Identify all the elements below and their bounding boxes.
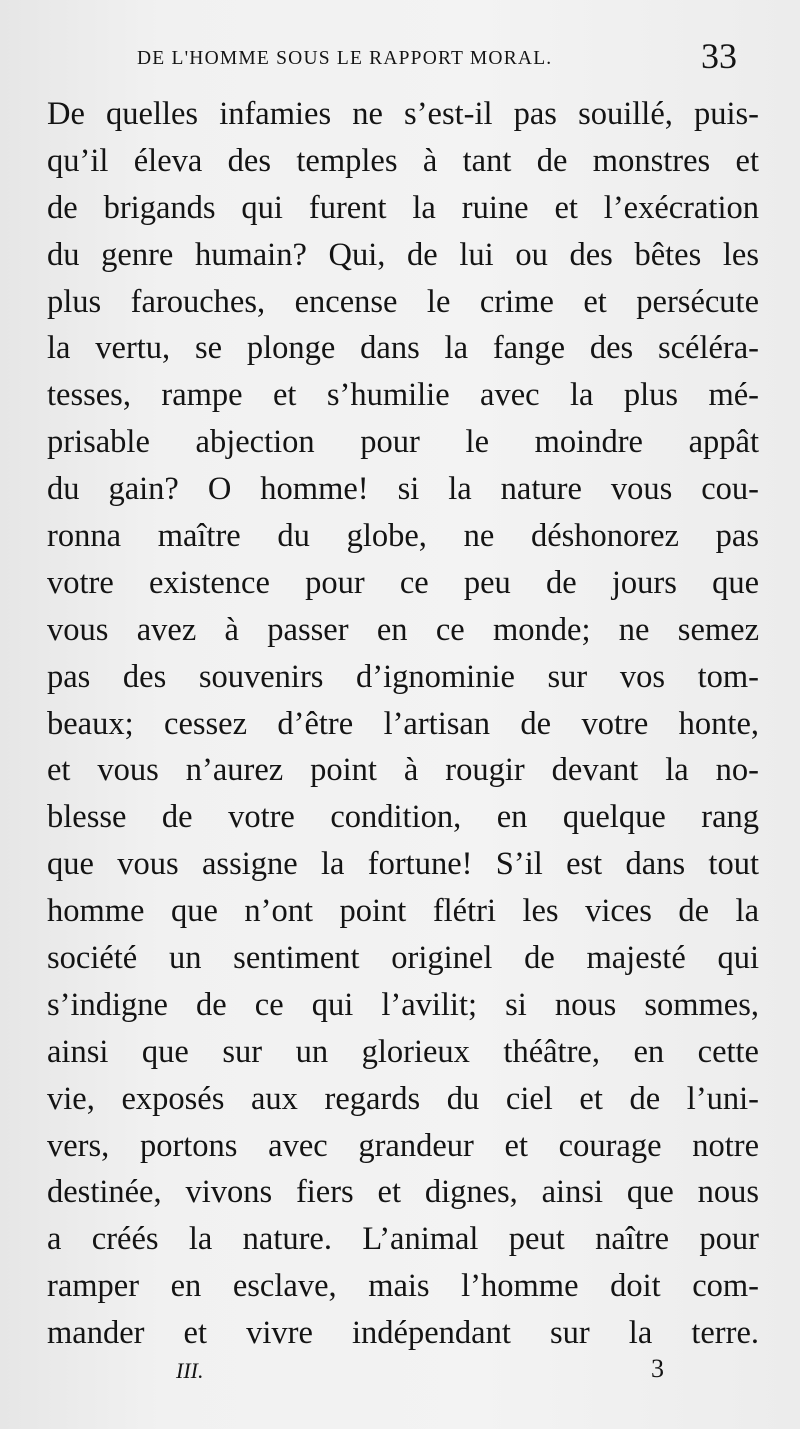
body-text (47, 91, 759, 1357)
text-line: tesses, rampe et s’humilie avec la plus mé- (47, 377, 759, 414)
text-line: plus farouches, encense le crime et persécute (47, 283, 759, 320)
text-line: De quelles infamies ne s’est-il pas souillé, puis- (47, 96, 759, 132)
text-line: ramper en esclave, mais l’homme doit com- (47, 1268, 759, 1305)
signature-number: 3 (651, 1354, 664, 1383)
running-head: DE L'HOMME SOUS LE RAPPORT MORAL. (137, 48, 553, 69)
text-line: destinée, vivons fiers et dignes, ainsi que nous (47, 1174, 759, 1211)
text-line: vie, exposés aux regards du ciel et de l’uni- (47, 1080, 759, 1117)
text-line: prisable abjection pour le moindre appât (47, 424, 759, 461)
text-line: société un sentiment originel de majesté qui (47, 940, 759, 977)
text-line: que vous assigne la fortune! S’il est dans tout (47, 846, 759, 883)
text-line: qu’il éleva des temples à tant de monstres et (47, 142, 759, 179)
text-line: ainsi que sur un glorieux théâtre, en cette (47, 1033, 759, 1070)
page-number: 33 (701, 36, 737, 76)
text-line: a créés la nature. L’animal peut naître pour (47, 1221, 759, 1258)
signature-mark: III. (176, 1358, 204, 1383)
text-line: la vertu, se plonge dans la fange des scéléra- (47, 330, 759, 367)
text-line: homme que n’ont point flétri les vices de la (47, 893, 759, 930)
text-line: et vous n’aurez point à rougir devant la no- (47, 752, 759, 789)
text-line: vous avez à passer en ce monde; ne semez (47, 611, 759, 648)
text-line: du gain? O homme! si la nature vous cou- (47, 471, 759, 508)
text-line: blesse de votre condition, en quelque rang (47, 799, 759, 836)
text-line: de brigands qui furent la ruine et l’exécration (47, 189, 759, 226)
text-line: ronna maître du globe, ne déshonorez pas (47, 518, 759, 555)
page-header (0, 36, 800, 86)
text-line: beaux; cessez d’être l’artisan de votre honte, (47, 705, 759, 742)
text-line: vers, portons avec grandeur et courage notre (47, 1127, 759, 1164)
text-line: pas des souvenirs d’ignominie sur vos tom- (47, 658, 759, 695)
text-line: mander et vivre indépendant sur la terre. (47, 1315, 759, 1352)
page-footer (0, 1354, 800, 1388)
text-line: du genre humain? Qui, de lui ou des bêtes les (47, 236, 759, 273)
text-line: votre existence pour ce peu de jours que (47, 564, 759, 601)
text-line: s’indigne de ce qui l’avilit; si nous sommes, (47, 986, 759, 1023)
